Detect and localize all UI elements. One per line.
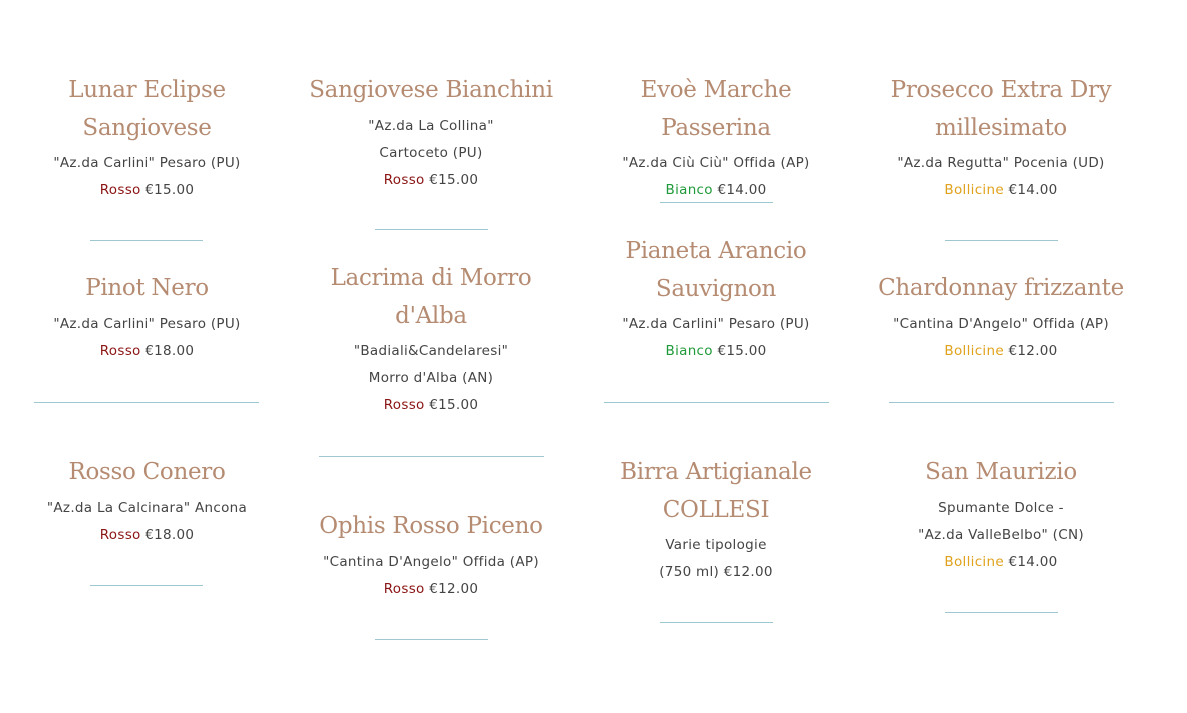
divider [375,639,488,640]
wine-item [586,72,846,204]
divider [319,456,544,457]
wine-item [17,72,277,204]
wine-price: €18.00 [145,526,195,543]
wine-name: Evoè Marche Passerina [640,77,792,141]
wine-price: €18.00 [145,342,195,359]
wine-name: Lunar Eclipse Sangiovese [68,77,226,141]
wine-price: €15.00 [145,182,195,198]
wine-price: €14.00 [1008,182,1058,198]
wine-type: Rosso [99,342,141,359]
wine-type: Rosso [99,182,141,198]
wine-type: Rosso [383,171,425,188]
wine-producer: "Az.da Carlini" Pesaro (PU) [53,315,241,332]
divider [375,229,488,230]
wine-price: (750 ml) €12.00 [659,564,773,580]
wine-type: Bollicine [944,342,1004,359]
wine-description: Varie tipologie [665,537,767,553]
wine-type: Bollicine [944,553,1004,570]
wine-type: Bianco [665,182,713,198]
wine-type: Bianco [665,343,713,359]
wine-producer: "Az.da La Collina" [368,117,494,134]
wine-name: Birra Artigianale COLLESI [620,459,812,523]
wine-price: €15.00 [429,397,479,413]
wine-item [17,270,277,365]
wine-producer: "Az.da La Calcinara" Ancona [46,499,248,516]
divider [604,402,829,403]
wine-producer: "Az.da Carlini" Pesaro (PU) [53,155,241,171]
wine-name: Sangiovese Bianchini [309,77,553,103]
wine-name: Prosecco Extra Dry millesimato [890,77,1112,141]
wine-type: Rosso [99,526,141,543]
wine-price: €14.00 [1008,553,1058,570]
wine-name: Rosso Conero [68,459,226,485]
wine-producer: "Badiali&Candelaresi" [353,343,509,359]
divider [34,402,259,403]
wine-type: Bollicine [944,182,1004,198]
divider [945,240,1058,241]
wine-location: Morro d'Alba (AN) [368,370,494,386]
divider [660,202,773,203]
wine-producer: "Cantina D'Angelo" Offida (AP) [323,553,539,570]
wine-item [586,454,846,586]
wine-producer: "Az.da Carlini" Pesaro (PU) [622,316,810,332]
wine-price: €15.00 [429,171,479,188]
wine-item [871,72,1131,204]
wine-producer: "Cantina D'Angelo" Offida (AP) [893,315,1109,332]
divider [660,622,773,623]
wine-item [17,454,277,549]
wine-price: €15.00 [717,343,767,359]
wine-item [871,270,1131,365]
wine-producer: "Az.da Regutta" Pocenia (UD) [897,155,1105,171]
wine-price: €14.00 [717,182,767,198]
wine-type: Rosso [383,580,425,597]
wine-location: Cartoceto (PU) [379,144,483,161]
wine-name: Chardonnay frizzante [878,275,1124,301]
wine-price: €12.00 [429,580,479,597]
wine-item [301,508,561,603]
wine-producer: "Az.da Ciù Ciù" Offida (AP) [622,155,810,171]
wine-name: Lacrima di Morro d'Alba [330,265,532,329]
divider [90,585,203,586]
wine-item [301,72,561,194]
wine-item [871,454,1131,576]
divider [945,612,1058,613]
wine-producer: "Az.da ValleBelbo" (CN) [918,526,1084,543]
wine-item [301,260,561,419]
wine-item [586,233,846,365]
wine-type: Rosso [383,397,425,413]
wine-name: Pinot Nero [85,275,209,301]
divider [889,402,1114,403]
wine-name: San Maurizio [925,459,1077,485]
divider [90,240,203,241]
wine-name: Ophis Rosso Piceno [319,513,543,539]
wine-price: €12.00 [1008,342,1058,359]
wine-description: Spumante Dolce - [938,499,1064,516]
wine-name: Pianeta Arancio Sauvignon [625,238,807,302]
